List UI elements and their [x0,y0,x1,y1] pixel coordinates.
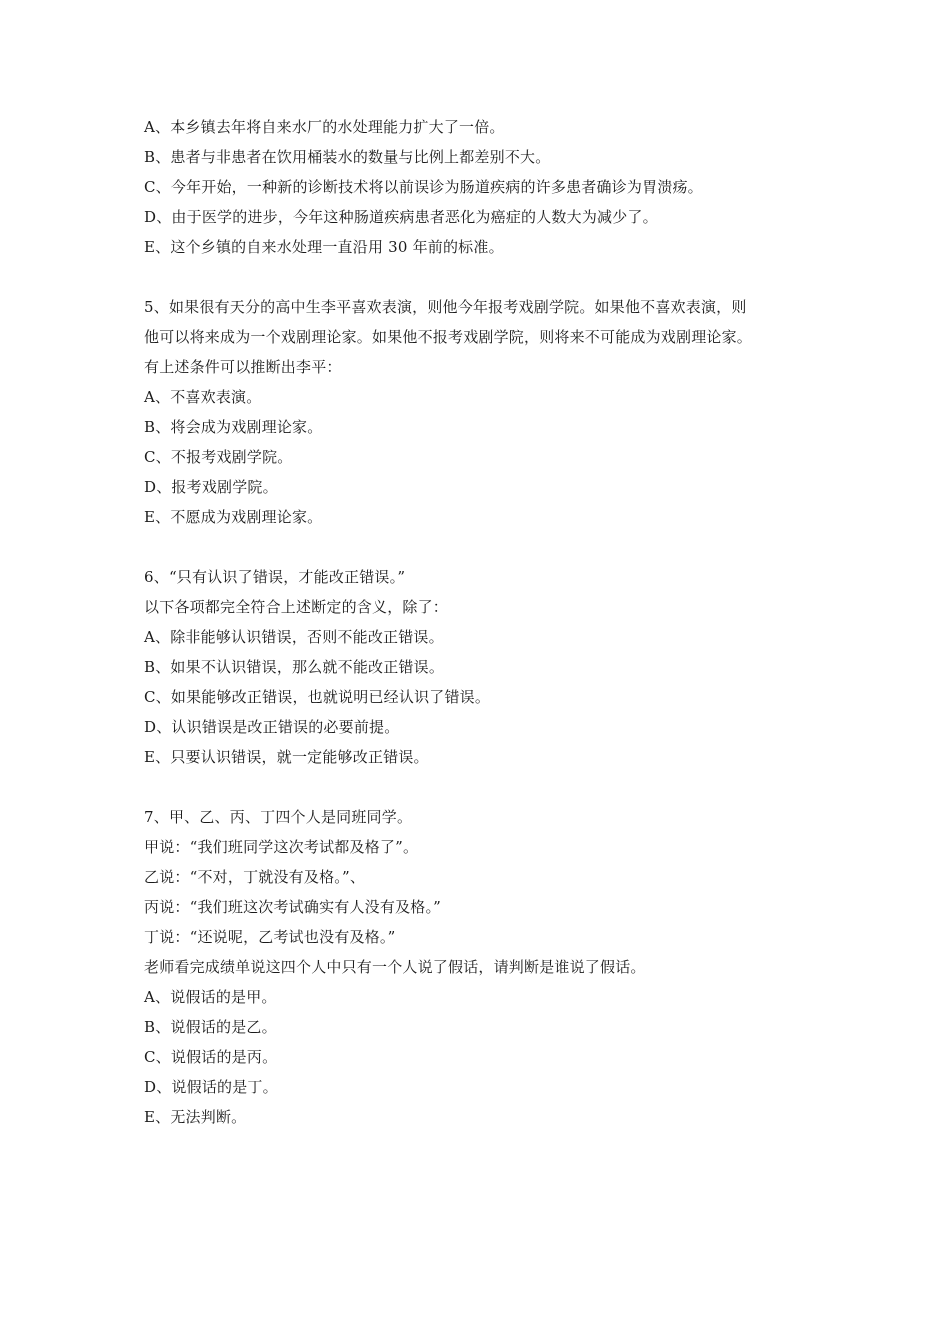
option-e: E、这个乡镇的自来水处理一直沿用 30 年前的标准。 [144,238,504,256]
option-d: D、认识错误是改正错误的必要前提。 [144,718,400,736]
option-d: D、说假话的是丁。 [144,1078,278,1096]
question-stem-line: 7、甲、乙、丙、丁四个人是同班同学。 [144,808,413,826]
option-a: A、本乡镇去年将自来水厂的水处理能力扩大了一倍。 [144,118,505,136]
option-e: E、只要认识错误，就一定能够改正错误。 [144,748,429,766]
option-d: D、由于医学的进步，今年这种肠道疾病患者恶化为癌症的人数大为减少了。 [144,208,658,226]
question-stem-line: 老师看完成绩单说这四个人中只有一个人说了假话，请判断是谁说了假话。 [144,958,646,976]
question-stem-line: 甲说：“我们班同学这次考试都及格了”。 [144,838,419,856]
question-stem-line: 他可以将来成为一个戏剧理论家。如果他不报考戏剧学院，则将来不可能成为戏剧理论家。 [144,328,753,346]
question-stem-line: 以下各项都完全符合上述断定的含义，除了： [144,598,449,616]
option-c: C、不报考戏剧学院。 [144,448,293,466]
question-5 [144,292,824,532]
question-stem-line: 有上述条件可以推断出李平： [144,358,342,376]
question-stem-line: 乙说：“不对，丁就没有及格。”、 [144,868,366,886]
option-c: C、如果能够改正错误，也就说明已经认识了错误。 [144,688,491,706]
option-e: E、无法判断。 [144,1108,247,1126]
question-stem-line: 丁说：“还说呢，乙考试也没有及格。” [144,928,396,946]
spacer [144,262,824,292]
option-d: D、报考戏剧学院。 [144,478,278,496]
option-a: A、除非能够认识错误，否则不能改正错误。 [144,628,444,646]
spacer [144,532,824,562]
option-b: B、将会成为戏剧理论家。 [144,418,323,436]
option-a: A、说假话的是甲。 [144,988,277,1006]
document-content [144,112,824,1132]
option-c: C、说假话的是丙。 [144,1048,278,1066]
option-b: B、患者与非患者在饮用桶装水的数量与比例上都差别不大。 [144,148,551,166]
question-stem-line: 丙说：“我们班这次考试确实有人没有及格。” [144,898,442,916]
option-b: B、说假话的是乙。 [144,1018,277,1036]
option-a: A、不喜欢表演。 [144,388,262,406]
spacer [144,772,824,802]
option-c: C、今年开始，一种新的诊断技术将以前误诊为肠道疾病的许多患者确诊为胃溃疡。 [144,178,703,196]
question-stem-line: 6、“只有认识了错误，才能改正错误。” [144,568,406,586]
option-e: E、不愿成为戏剧理论家。 [144,508,323,526]
option-b: B、如果不认识错误，那么就不能改正错误。 [144,658,445,676]
question-4-options [144,112,824,262]
question-7 [144,802,824,1132]
question-6 [144,562,824,772]
question-stem-line: 5、如果很有天分的高中生李平喜欢表演，则他今年报考戏剧学院。如果他不喜欢表演，则 [144,298,747,316]
